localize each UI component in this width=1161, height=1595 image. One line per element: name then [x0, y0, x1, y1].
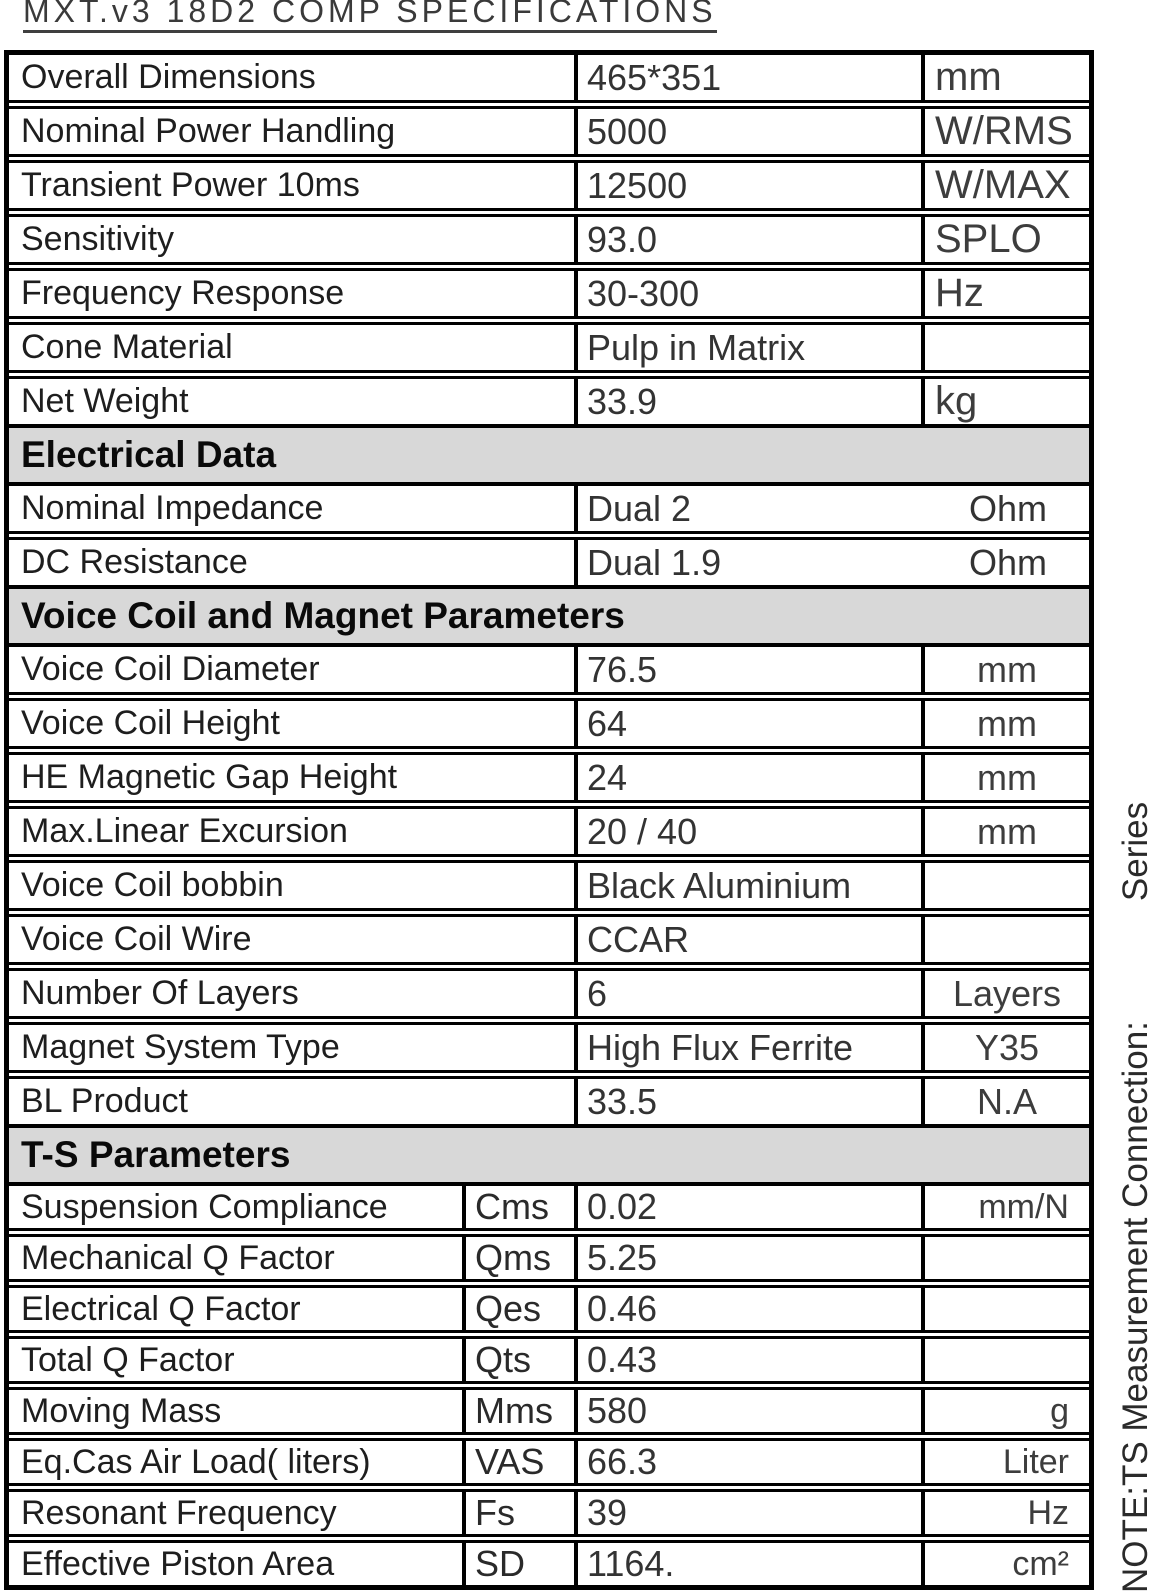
- spec-label: HE Magnetic Gap Height: [21, 758, 398, 796]
- spec-value-unit: [574, 486, 1089, 531]
- spec-value: 93.0: [574, 217, 921, 262]
- spec-unit: mm/N: [921, 1186, 1089, 1228]
- spec-value: 5000: [574, 109, 921, 154]
- note-series: Series: [1116, 801, 1155, 902]
- note-text: NOTE:TS Measurement Connection:: [1116, 1021, 1155, 1593]
- spec-label: DC Resistance: [21, 543, 248, 581]
- spec-unit: N.A: [921, 1079, 1089, 1124]
- table-row: [9, 1228, 1089, 1279]
- table-row: [9, 482, 1089, 531]
- spec-unit: Hz: [921, 271, 1089, 316]
- table-row: [9, 100, 1089, 154]
- spec-value: 39: [574, 1492, 921, 1534]
- spec-label: Nominal Power Handling: [21, 112, 396, 150]
- spec-label: Voice Coil Wire: [21, 920, 252, 958]
- spec-unit: mm: [921, 701, 1089, 746]
- spec-value: 20 / 40: [574, 809, 921, 854]
- spec-symbol: Cms: [462, 1186, 574, 1228]
- spec-value: 0.02: [574, 1186, 921, 1228]
- table-row: [9, 262, 1089, 316]
- spec-label: Mechanical Q Factor: [21, 1238, 335, 1277]
- spec-unit: Liter: [921, 1441, 1089, 1483]
- spec-value: 12500: [574, 163, 921, 208]
- section-header-voice-coil: [9, 585, 1089, 643]
- table-row: [9, 1534, 1089, 1585]
- spec-unit: mm: [921, 809, 1089, 854]
- spec-label: Moving Mass: [21, 1391, 222, 1430]
- spec-unit: mm: [921, 647, 1089, 692]
- table-row: [9, 316, 1089, 370]
- spec-table: [4, 50, 1094, 1590]
- spec-unit: W/RMS: [921, 109, 1089, 154]
- spec-value: High Flux Ferrite: [574, 1025, 921, 1070]
- spec-label: Voice Coil Diameter: [21, 650, 320, 688]
- spec-label: Overall Dimensions: [21, 58, 316, 96]
- spec-label: Frequency Response: [21, 274, 345, 312]
- table-row: [9, 1070, 1089, 1124]
- spec-label: Resonant Frequency: [21, 1493, 337, 1532]
- spec-value: 76.5: [574, 647, 921, 692]
- spec-symbol: Qms: [462, 1237, 574, 1279]
- spec-unit: [921, 1339, 1089, 1381]
- spec-unit: W/MAX: [921, 163, 1089, 208]
- table-row: [9, 55, 1089, 100]
- spec-unit: [921, 917, 1089, 962]
- spec-value: Dual 1.9: [587, 541, 722, 583]
- table-row: [9, 1279, 1089, 1330]
- spec-value: 33.9: [574, 379, 921, 424]
- section-title: Electrical Data: [21, 434, 277, 475]
- spec-symbol: Qes: [462, 1288, 574, 1330]
- table-row: [9, 908, 1089, 962]
- table-row: [9, 1381, 1089, 1432]
- spec-unit: mm: [921, 55, 1089, 100]
- spec-unit: Y35: [921, 1025, 1089, 1070]
- spec-label: Net Weight: [21, 382, 189, 420]
- spec-label: Magnet System Type: [21, 1028, 340, 1066]
- spec-unit: [921, 863, 1089, 908]
- spec-value: 465*351: [574, 55, 921, 100]
- table-row: [9, 154, 1089, 208]
- spec-unit: Layers: [921, 971, 1089, 1016]
- spec-label: Max.Linear Excursion: [21, 812, 348, 850]
- table-row: [9, 962, 1089, 1016]
- spec-value: Pulp in Matrix: [574, 325, 921, 370]
- table-row: [9, 208, 1089, 262]
- spec-unit: mm: [921, 755, 1089, 800]
- section-title: Voice Coil and Magnet Parameters: [21, 595, 625, 636]
- spec-value: 0.46: [574, 1288, 921, 1330]
- table-row: [9, 531, 1089, 585]
- spec-value: Black Aluminium: [574, 863, 921, 908]
- spec-symbol: Mms: [462, 1390, 574, 1432]
- table-row: [9, 692, 1089, 746]
- section-header-electrical: [9, 424, 1089, 482]
- spec-label: Electrical Q Factor: [21, 1289, 301, 1328]
- table-row: [9, 1330, 1089, 1381]
- spec-unit: Ohm: [968, 487, 1047, 529]
- spec-label: Effective Piston Area: [21, 1544, 335, 1583]
- spec-label: Suspension Compliance: [21, 1187, 388, 1226]
- table-row: [9, 370, 1089, 424]
- spec-unit: SPLO: [921, 217, 1089, 262]
- spec-label: Eq.Cas Air Load( liters): [21, 1442, 371, 1481]
- spec-unit: [921, 1288, 1089, 1330]
- table-row: [9, 1016, 1089, 1070]
- page-title: MXT.v3 18D2 COMP SPECIFICATIONS: [23, 0, 717, 33]
- table-row: [9, 854, 1089, 908]
- spec-label: Nominal Impedance: [21, 489, 324, 527]
- spec-value-unit: [574, 540, 1089, 585]
- spec-symbol: Fs: [462, 1492, 574, 1534]
- spec-label: Voice Coil bobbin: [21, 866, 284, 904]
- spec-value: 5.25: [574, 1237, 921, 1279]
- spec-unit: g: [921, 1390, 1089, 1432]
- table-row: [9, 1483, 1089, 1534]
- spec-unit: cm²: [921, 1543, 1089, 1585]
- table-row: [9, 800, 1089, 854]
- spec-value: 64: [574, 701, 921, 746]
- section-header-ts: [9, 1124, 1089, 1182]
- spec-symbol: VAS: [462, 1441, 574, 1483]
- spec-value: 1164.: [574, 1543, 921, 1585]
- table-row: [9, 1182, 1089, 1228]
- spec-unit: [921, 325, 1089, 370]
- spec-value: 66.3: [574, 1441, 921, 1483]
- table-row: [9, 746, 1089, 800]
- spec-value: 24: [574, 755, 921, 800]
- spec-label: Sensitivity: [21, 220, 175, 258]
- spec-symbol: Qts: [462, 1339, 574, 1381]
- spec-value: 6: [574, 971, 921, 1016]
- spec-symbol: SD: [462, 1543, 574, 1585]
- table-row: [9, 643, 1089, 692]
- spec-unit: [921, 1237, 1089, 1279]
- spec-label: Total Q Factor: [21, 1340, 235, 1379]
- vertical-note: [1114, 693, 1158, 1593]
- spec-label: BL Product: [21, 1082, 188, 1120]
- spec-value: 30-300: [574, 271, 921, 316]
- spec-label: Transient Power 10ms: [21, 166, 360, 204]
- spec-value: Dual 2: [587, 487, 692, 529]
- spec-unit: Ohm: [968, 541, 1047, 583]
- spec-label: Number Of Layers: [21, 974, 299, 1012]
- spec-value: CCAR: [574, 917, 921, 962]
- spec-unit: kg: [921, 379, 1089, 424]
- spec-label: Voice Coil Height: [21, 704, 280, 742]
- spec-value: 33.5: [574, 1079, 921, 1124]
- spec-value: 580: [574, 1390, 921, 1432]
- spec-label: Cone Material: [21, 328, 233, 366]
- spec-unit: Hz: [921, 1492, 1089, 1534]
- table-row: [9, 1432, 1089, 1483]
- spec-value: 0.43: [574, 1339, 921, 1381]
- section-title: T-S Parameters: [21, 1134, 291, 1175]
